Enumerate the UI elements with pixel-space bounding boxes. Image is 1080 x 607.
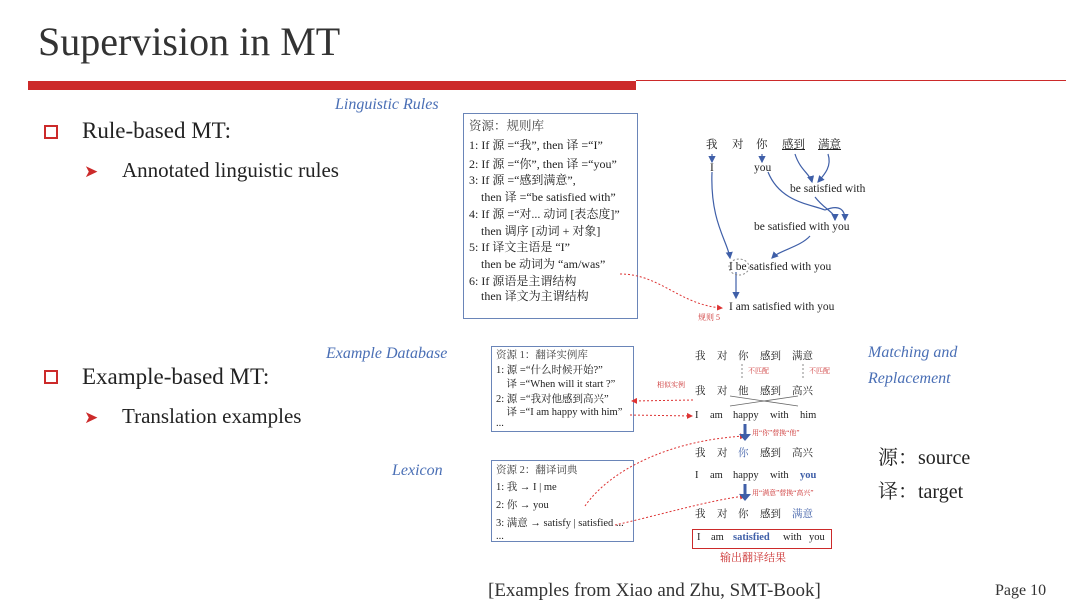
ex-token: with	[770, 470, 789, 481]
example-line: 1: 源 =“什么时候开始?”	[496, 365, 603, 376]
ex-token: am	[710, 470, 723, 481]
lexicon-line: 1: 我 → I | me	[496, 482, 557, 493]
ex-token: with	[770, 410, 789, 421]
legend-source: 源：source	[878, 447, 971, 469]
ex-token: am	[710, 410, 723, 421]
bullet-square-icon	[44, 370, 58, 384]
tgt-final: I am satisfied with you	[729, 301, 835, 313]
rule-line: 6: If 源语是主谓结构	[469, 273, 577, 288]
arrow-bullet-icon: ➤	[84, 408, 99, 427]
rule-line: then 译 =“be satisfied with”	[469, 190, 616, 204]
ex-token: 高兴	[792, 386, 813, 397]
tgt-token-you: you	[754, 162, 772, 174]
example-line: 译 =“When will it start ?”	[496, 379, 616, 390]
rule-line: 2: If 源 =“你”, then 译 =“you”	[469, 156, 617, 171]
rule-line: 4: If 源 =“对... 动词 [表态度]”	[469, 206, 620, 221]
ex-token: 对	[717, 448, 728, 459]
sub-bullet-rules: Annotated linguistic rules	[122, 158, 339, 182]
ex-token: 满意	[792, 351, 813, 362]
bullet-example-based: Example-based MT:	[82, 364, 270, 389]
ex-token: 他	[738, 386, 749, 397]
example-line: 2: 源 =“我对他感到高兴”	[496, 394, 609, 405]
tgt-phrase-bsw: be satisfied with	[790, 183, 866, 195]
rule-line: 5: If 译文主语是 “I”	[469, 240, 570, 254]
ex-token: 我	[695, 386, 706, 397]
mismatch-label: 不匹配	[809, 367, 830, 375]
lexicon-box-header: 资源 2：翻译词典	[496, 465, 578, 476]
ex-token: 对	[717, 351, 728, 362]
out-token: you	[809, 532, 825, 543]
bullet-square-icon	[44, 125, 58, 139]
rule-line: then 译文为主谓结构	[469, 288, 589, 303]
ex-token: 对	[717, 509, 728, 520]
ex-token: I	[695, 410, 699, 421]
ex-token: 我	[695, 509, 706, 520]
tgt-token-I: I	[710, 162, 714, 174]
replace-label-1: 用“你”替换“他”	[752, 429, 800, 437]
label-matching: Matching and	[868, 344, 958, 361]
rule-line: 1: If 源 =“我”, then 译 =“I”	[469, 138, 603, 152]
ex-token: happy	[733, 470, 759, 481]
tgt-phrase-bswy: be satisfied with you	[754, 221, 850, 233]
title-underline-line	[636, 80, 1066, 81]
label-lexicon: Lexicon	[392, 462, 443, 479]
arrow-bullet-icon: ➤	[84, 162, 99, 181]
example-line: ...	[496, 418, 504, 429]
ex-token: 对	[717, 386, 728, 397]
ex-token: 感到	[760, 351, 781, 362]
tgt-phrase-Ibswy: I be satisfied with you	[729, 261, 832, 273]
replace-label-2: 用“满意”替换“高兴”	[752, 489, 814, 497]
ex-token: 我	[695, 448, 706, 459]
ex-token: 你	[738, 351, 749, 362]
ex-token: him	[800, 410, 817, 421]
slide-title: Supervision in MT	[38, 19, 341, 64]
src-token: 满意	[818, 139, 841, 151]
rules-box-header: 资源：规则库	[469, 119, 545, 133]
src-token: 感到	[782, 139, 805, 151]
label-linguistic-rules: Linguistic Rules	[335, 96, 439, 113]
out-token: am	[711, 532, 724, 543]
mismatch-label: 不匹配	[748, 367, 769, 375]
legend-target: 译：target	[878, 481, 964, 503]
label-example-database: Example Database	[326, 345, 448, 362]
rule-line: then be 动词为 “am/was”	[469, 257, 606, 271]
ex-token: 感到	[760, 386, 781, 397]
title-underline-bar	[28, 81, 636, 90]
similar-example-label: 相似实例	[657, 381, 685, 389]
rule5-label: 规则 5	[698, 313, 720, 322]
ex-token: 满意	[792, 509, 813, 520]
lexicon-line: 2: 你 → you	[496, 500, 549, 511]
rule-line: then 调序 [动词 + 对象]	[469, 223, 601, 238]
src-token: 我	[706, 139, 718, 151]
ex-token: 感到	[760, 448, 781, 459]
output-box	[692, 529, 832, 549]
ex-token: 我	[695, 351, 706, 362]
example-line: 译 =“I am happy with him”	[496, 407, 623, 418]
output-label: 输出翻译结果	[720, 552, 786, 564]
out-token: I	[697, 532, 701, 543]
lexicon-line: 3: 满意 → satisfy | satisfied ...	[496, 518, 624, 529]
src-token: 对	[732, 139, 744, 151]
ex-token: 感到	[760, 509, 781, 520]
ex-token: 你	[738, 448, 749, 459]
out-token: satisfied	[733, 532, 770, 543]
lexicon-line: ...	[496, 531, 504, 542]
example-box-header: 资源 1：翻译实例库	[496, 350, 588, 361]
ex-token: 高兴	[792, 448, 813, 459]
page-number: Page 10	[995, 582, 1047, 599]
src-token: 你	[756, 139, 768, 151]
ex-token: I	[695, 470, 699, 481]
out-token: with	[783, 532, 802, 543]
label-replacement: Replacement	[868, 370, 951, 387]
ex-token: 你	[738, 509, 749, 520]
ex-token: you	[800, 470, 817, 481]
bullet-rule-based: Rule-based MT:	[82, 118, 231, 143]
citation: [Examples from Xiao and Zhu, SMT-Book]	[488, 580, 821, 601]
rule-line: 3: If 源 =“感到满意”,	[469, 173, 576, 187]
ex-token: happy	[733, 410, 759, 421]
sub-bullet-examples: Translation examples	[122, 404, 302, 428]
